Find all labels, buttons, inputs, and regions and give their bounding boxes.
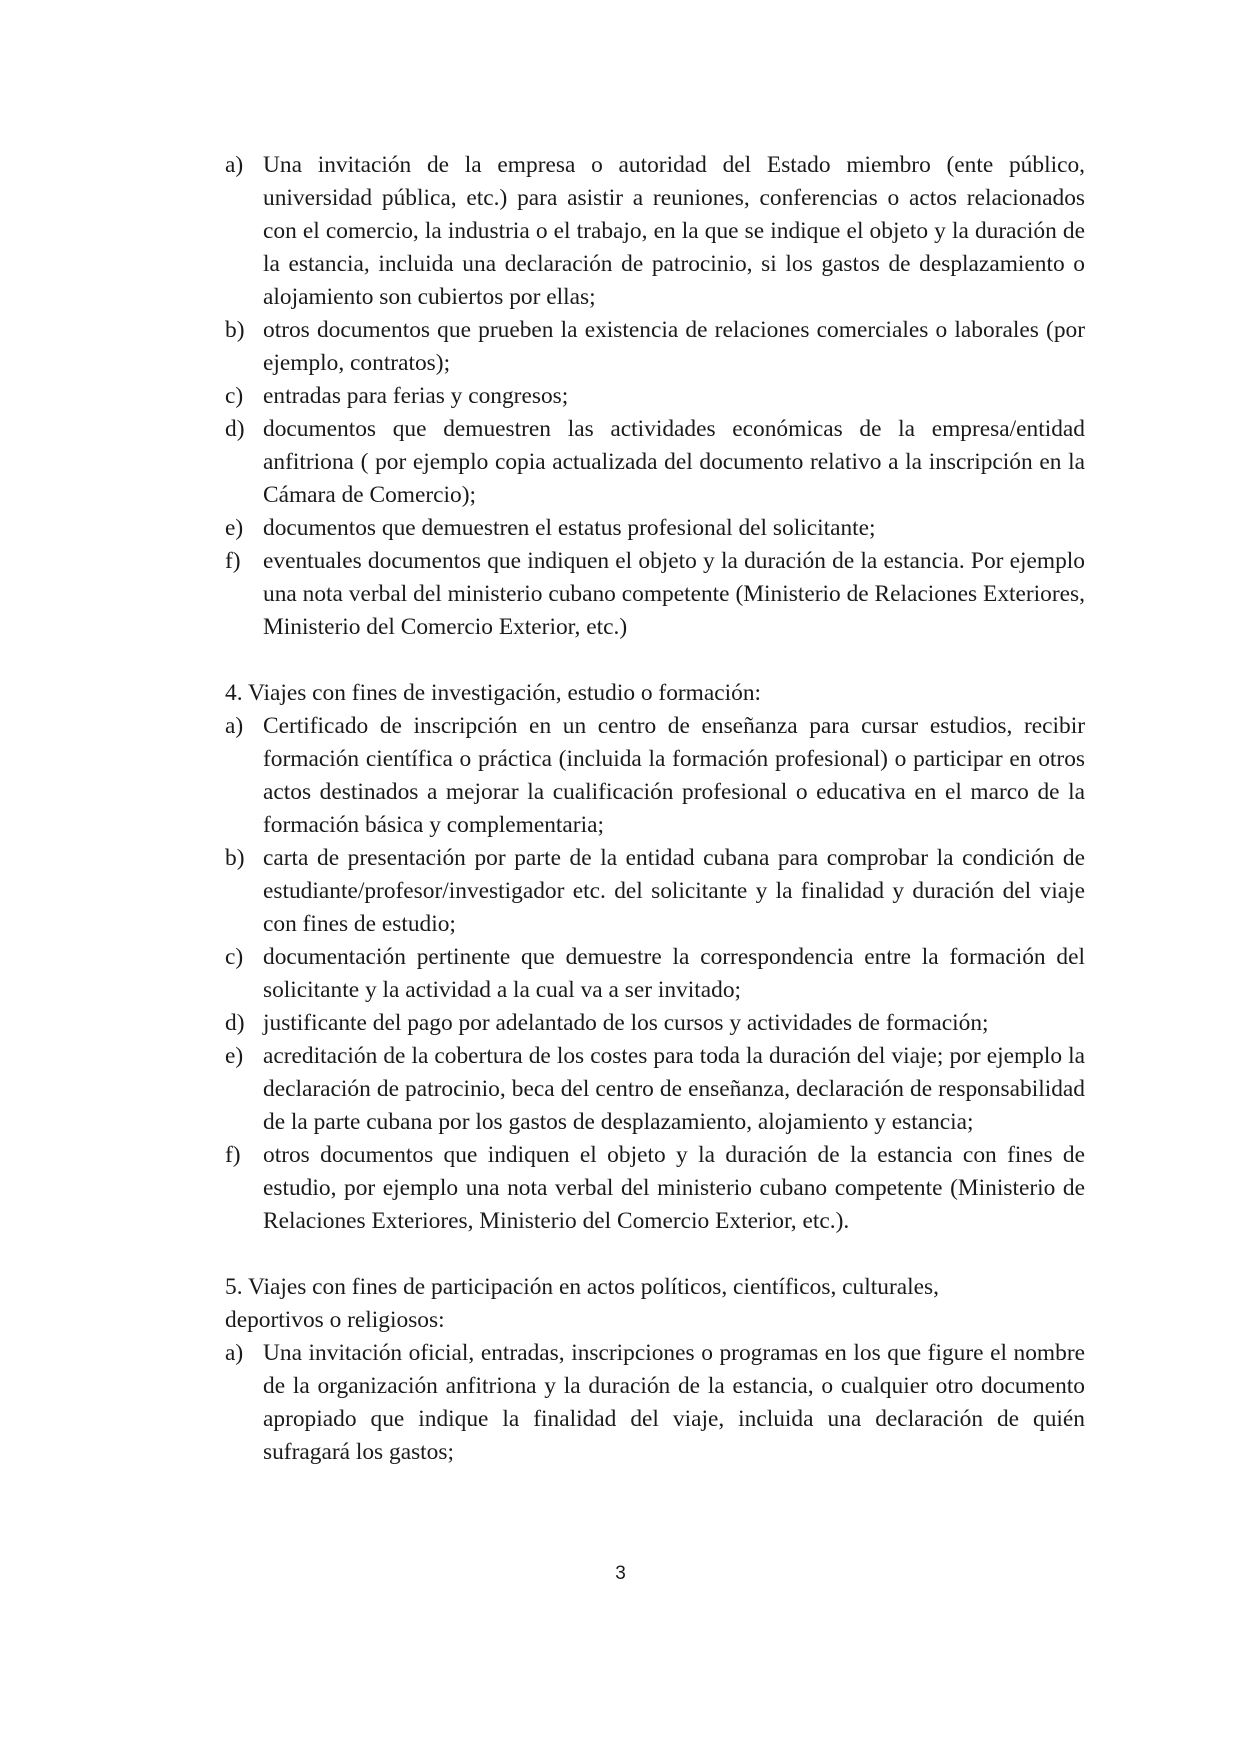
- list-item: [225, 842, 1085, 941]
- list-marker: e): [225, 515, 244, 541]
- list-marker: d): [225, 416, 245, 442]
- list-item-text: eventuales documentos que indiquen el objeto y la duración de la estancia. Por ejemplo una nota verbal del ministerio cubano competente (Ministerio de Relaciones Exteriores, Ministerio del Comercio Exterior, etc.): [263, 548, 1085, 640]
- list-item-text: otros documentos que prueben la existencia de relaciones comerciales o laborales (por ejemplo, contratos);: [263, 317, 1085, 376]
- section-5-heading-line-2: deportivos o religiosos:: [225, 1307, 445, 1333]
- list-marker: a): [225, 1340, 244, 1366]
- list-item: [225, 413, 1085, 512]
- list-item-text: acreditación de la cobertura de los costes para toda la duración del viaje; por ejemplo la declaración de patrocinio, beca del centro de enseñanza, declaración de responsabilidad de la parte cubana por los gastos de desplazamiento, alojamiento y estancia;: [263, 1043, 1085, 1135]
- section-5-heading-line-1: 5. Viajes con fines de participación en actos políticos, científicos, culturales,: [225, 1274, 939, 1300]
- list-item: [225, 380, 1085, 413]
- list-marker: a): [225, 713, 244, 739]
- section-4-heading: 4. Viajes con fines de investigación, estudio o formación:: [225, 680, 762, 706]
- list-marker: c): [225, 383, 244, 409]
- list-item-text: carta de presentación por parte de la entidad cubana para comprobar la condición de estudiante/profesor/investigador etc. del solicitante y la finalidad y duración del viaje con fines de estudio;: [263, 845, 1085, 937]
- list-marker: c): [225, 944, 244, 970]
- list-item-text: documentos que demuestren las actividades económicas de la empresa/entidad anfitriona ( por ejemplo copia actualizada del documento relativo a la inscripción en la Cámara de Comercio);: [263, 416, 1085, 508]
- list-item: [225, 710, 1085, 842]
- list-item-text: documentos que demuestren el estatus profesional del solicitante;: [263, 515, 876, 541]
- list-item-text: otros documentos que indiquen el objeto y la duración de la estancia con fines de estudio, por ejemplo una nota verbal del ministerio cubano competente (Ministerio de Relaciones Exteriores, Ministerio del Comercio Exterior, etc.).: [263, 1142, 1085, 1234]
- list-item: [225, 1337, 1085, 1469]
- list-item-text: entradas para ferias y congresos;: [263, 383, 569, 409]
- list-item: [225, 1040, 1085, 1139]
- list-item: [225, 1139, 1085, 1238]
- list-marker: e): [225, 1043, 244, 1069]
- list-item: [225, 1007, 1085, 1040]
- list-item: [225, 941, 1085, 1007]
- list-item-text: Una invitación de la empresa o autoridad del Estado miembro (ente público, universidad pública, etc.) para asistir a reuniones, conferencias o actos relacionados con el comercio, la industria o el trabajo, en la que se indique el objeto y la duración de la estancia, incluida una declaración de patrocinio, si los gastos de desplazamiento o alojamiento son cubiertos por ellas;: [263, 152, 1085, 310]
- section-4-list: [225, 710, 1085, 1238]
- list-marker: b): [225, 317, 245, 343]
- list-item-text: justificante del pago por adelantado de los cursos y actividades de formación;: [263, 1010, 989, 1036]
- list-item-text: documentación pertinente que demuestre la correspondencia entre la formación del solicitante y la actividad a la cual va a ser invitado;: [263, 944, 1085, 1003]
- section-5-heading: [225, 1271, 1085, 1337]
- list-item: [225, 314, 1085, 380]
- page-content: [225, 149, 1085, 1469]
- list-marker: f): [225, 1142, 241, 1168]
- section-3-list: [225, 149, 1085, 644]
- list-item: [225, 545, 1085, 644]
- list-item-text: Una invitación oficial, entradas, inscripciones o programas en los que figure el nombre de la organización anfitriona y la duración de la estancia, o cualquier otro documento apropiado que indique la finalidad del viaje, incluida una declaración de quién sufragará los gastos;: [263, 1340, 1085, 1465]
- list-item: [225, 149, 1085, 314]
- page-number: 3: [615, 1563, 626, 1584]
- paragraph-gap: [225, 1238, 1085, 1271]
- list-marker: f): [225, 548, 241, 574]
- list-item: [225, 512, 1085, 545]
- list-marker: a): [225, 152, 244, 178]
- paragraph-gap: [225, 644, 1085, 677]
- list-marker: b): [225, 845, 245, 871]
- list-marker: d): [225, 1010, 245, 1036]
- section-5-list: [225, 1337, 1085, 1469]
- list-item-text: Certificado de inscripción en un centro de enseñanza para cursar estudios, recibir formación científica o práctica (incluida la formación profesional) o participar en otros actos destinados a mejorar la cualificación profesional o educativa en el marco de la formación básica y complementaria;: [263, 713, 1085, 838]
